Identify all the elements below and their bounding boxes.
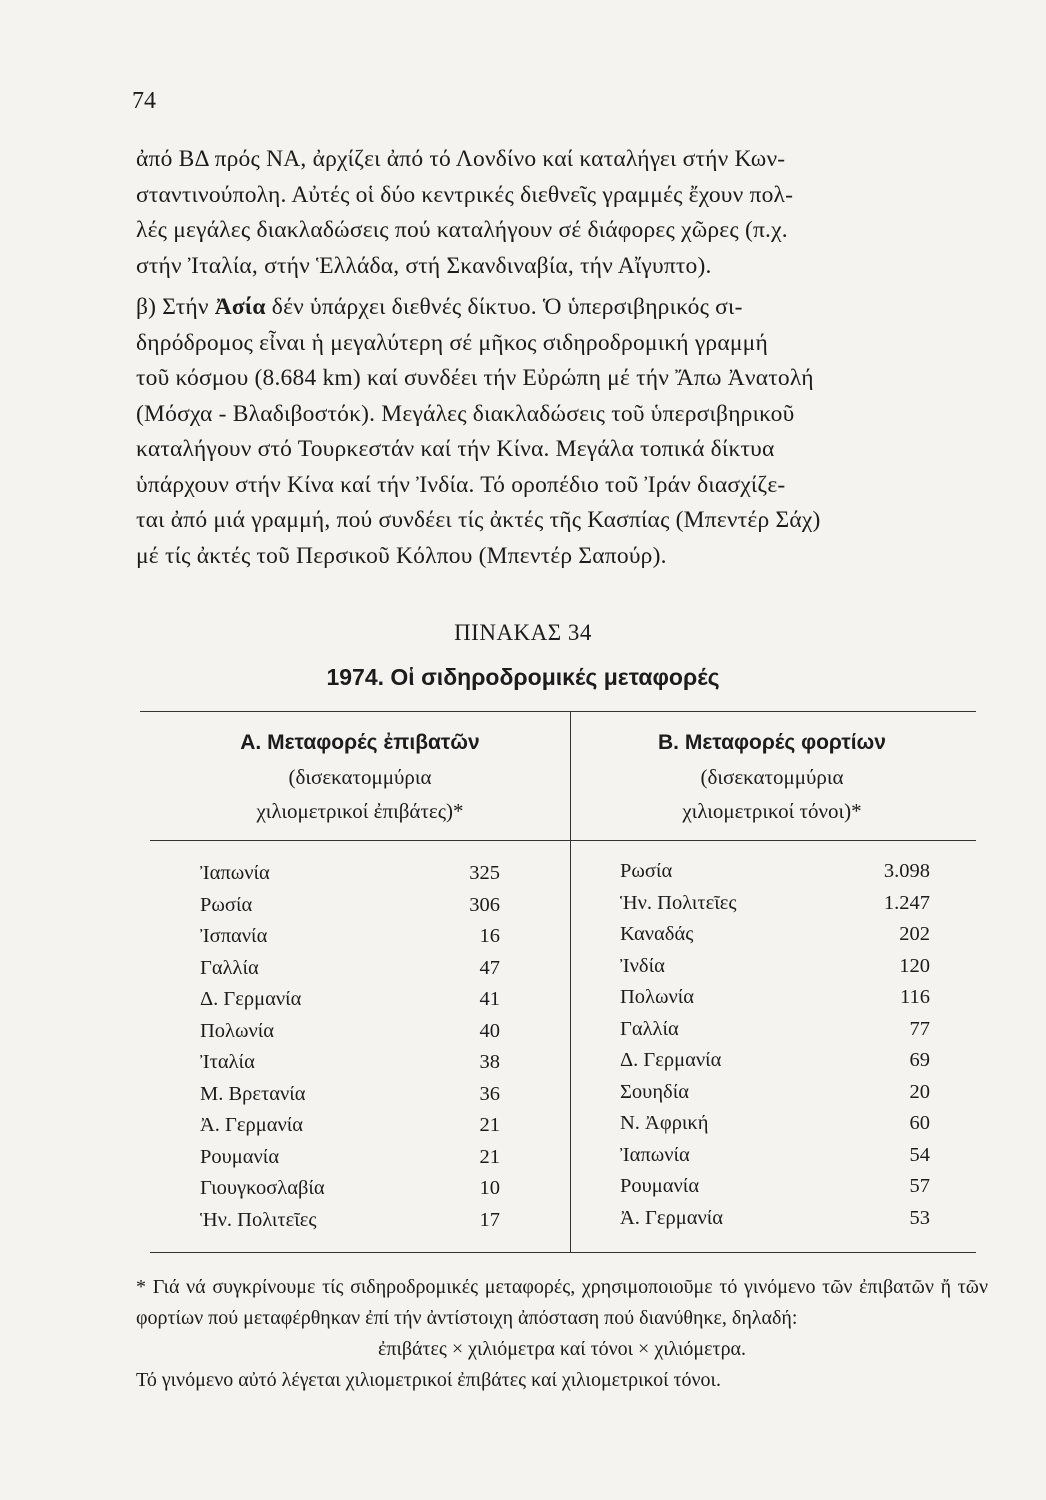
country-name: Σουηδία [620, 1080, 689, 1103]
table-bottom-rule [150, 1252, 976, 1253]
text-line: στήν Ἰταλία, στήν Ἑλλάδα, στή Σκανδιναβία, τήν Αἴγυπτο). [136, 252, 712, 279]
table-subtitle: 1974. Οἱ σιδηροδρομικές μεταφορές [326, 664, 720, 690]
table-row [200, 1020, 520, 1052]
table-row [200, 1209, 520, 1241]
table-row [620, 986, 930, 1018]
country-value: 21 [479, 1114, 500, 1136]
country-name: Ρουμανία [200, 1145, 280, 1168]
country-name: Πολωνία [620, 986, 695, 1008]
table-row [200, 925, 520, 957]
country-name: Ἰνδία [620, 954, 665, 977]
left-header-title: Α. Μεταφορές ἐπιβατῶν [240, 731, 480, 754]
country-name: Ἡν. Πολιτεῖες [200, 1208, 317, 1231]
country-value: 116 [900, 986, 930, 1008]
right-header-title: Β. Μεταφορές φορτίων [658, 731, 886, 754]
country-name: Ἀ. Γερμανία [620, 1206, 724, 1229]
text-line: τοῦ κόσμου (8.684 km) καί συνδέει τήν Εὐρώπη μέ τήν Ἄπω Ἀνατολή [136, 365, 814, 391]
table-row [200, 862, 520, 894]
left-header-line2: (δισεκατομμύρια [288, 765, 432, 789]
country-value: 202 [899, 923, 930, 945]
table-row [620, 1049, 930, 1081]
table-row [620, 1112, 930, 1144]
country-value: 38 [479, 1051, 500, 1073]
table-row [200, 1146, 520, 1178]
country-value: 41 [479, 988, 500, 1010]
table-row [620, 1081, 930, 1113]
country-name: Καναδάς [620, 923, 694, 945]
table-row [200, 1177, 520, 1209]
country-name: Ἡν. Πολιτεῖες [620, 891, 737, 914]
country-name: Γαλλία [620, 1017, 679, 1040]
table-top-rule [140, 711, 976, 712]
footnote [136, 1272, 988, 1396]
country-name: Δ. Γερμανία [200, 988, 302, 1010]
country-value: 40 [479, 1019, 500, 1042]
table-row [620, 892, 930, 924]
country-name: Δ. Γερμανία [620, 1049, 722, 1071]
paragraph-2 [136, 290, 984, 574]
paragraph-2-prefix: β) Στήν [136, 294, 215, 320]
country-name: Ἰαπωνία [200, 862, 270, 884]
country-value: 3.098 [883, 860, 930, 882]
left-column-header [150, 726, 570, 828]
table-row [620, 1018, 930, 1050]
table-row [200, 894, 520, 926]
country-name: Ν. Ἀφρική [620, 1112, 709, 1134]
text-line: λές μεγάλες διακλαδώσεις πού καταλήγουν σέ διάφορες χῶρες (π.χ. [136, 217, 788, 243]
country-value: 10 [479, 1177, 500, 1199]
table-row [200, 1114, 520, 1146]
table-header-rule [150, 840, 976, 841]
paragraph-1 [136, 142, 984, 284]
country-name: Ρουμανία [620, 1175, 700, 1197]
country-value: 17 [479, 1208, 500, 1231]
country-name: Γαλλία [200, 956, 259, 979]
body-text [136, 142, 984, 574]
right-column-header [572, 726, 972, 828]
country-value: 60 [909, 1112, 930, 1134]
country-value: 16 [479, 925, 500, 947]
page-number: 74 [132, 88, 156, 114]
table-row [200, 1051, 520, 1083]
text-line: ὑπάρχουν στήν Κίνα καί τήν Ἰνδία. Τό οροπέδιο τοῦ Ἰράν διασχίζε- [136, 471, 786, 498]
country-value: 325 [469, 862, 500, 884]
table-row [200, 957, 520, 989]
right-header-line2: (δισεκατομμύρια [700, 765, 844, 789]
country-name: Ἰταλία [200, 1051, 255, 1073]
text-line: ται ἀπό μιά γραμμή, πού συνδέει τίς ἀκτές τῆς Κασπίας (Μπεντέρ Σάχ) [136, 507, 821, 533]
table-title: ΠΙΝΑΚΑΣ 34 [454, 620, 592, 645]
country-value: 53 [909, 1206, 930, 1229]
country-value: 54 [909, 1143, 930, 1166]
country-name: Γιουγκοσλαβία [200, 1177, 325, 1199]
table-row [620, 923, 930, 955]
table-row [620, 1207, 930, 1239]
left-table-rows [200, 862, 520, 1240]
footnote-closing: Τό γινόμενο αὐτό λέγεται χιλιομετρικοί ἐπιβάτες καί χιλιομετρικοί τόνοι. [136, 1369, 721, 1391]
table-row [200, 988, 520, 1020]
footnote-text: * Γιά νά συγκρίνουμε τίς σιδηροδρομικές μεταφορές, χρησιμοποιοῦμε τό γινόμενο τῶν ἐπιβατῶν ἤ τῶν φορτίων πού μεταφέρθηκαν ἐπί τήν ἀντίστοιχη ἀπόσταση πού διανύθηκε, δηλαδή: [136, 1276, 988, 1329]
country-value: 69 [909, 1049, 930, 1071]
right-table-rows [620, 860, 930, 1238]
table-column-divider [570, 711, 571, 1253]
table-row [620, 1144, 930, 1176]
country-value: 47 [479, 956, 500, 979]
left-header-line3: χιλιομετρικοί ἐπιβάτες)* [256, 799, 464, 823]
text-line: (Μόσχα - Βλαδιβοστόκ). Μεγάλες διακλαδώσεις τοῦ ὑπερσιβηρικοῦ [136, 400, 795, 427]
right-header-line3: χιλιομετρικοί τόνοι)* [682, 799, 862, 823]
country-name: Πολωνία [200, 1019, 275, 1042]
country-name: Ἰαπωνία [620, 1143, 690, 1166]
text-line: μέ τίς ἀκτές τοῦ Περσικοῦ Κόλπου (Μπεντέρ Σαπούρ). [136, 542, 667, 569]
country-name: Ἰσπανία [200, 925, 268, 947]
asia-bold-word: Ἀσία [214, 294, 266, 320]
table-row [620, 860, 930, 892]
country-value: 306 [469, 893, 500, 916]
text-line: καταλήγουν στό Τουρκεστάν καί τήν Κίνα. Μεγάλα τοπικά δίκτυα [136, 436, 775, 462]
country-value: 77 [909, 1017, 930, 1040]
country-value: 1.247 [883, 891, 930, 914]
table-row [620, 1175, 930, 1207]
text-line: δέν ὑπάρχει διεθνές δίκτυο. Ὁ ὑπερσιβηρικός σι- [265, 294, 743, 320]
country-value: 120 [899, 954, 930, 977]
table-row [200, 1083, 520, 1115]
text-line: σταντινούπολη. Αὐτές οἱ δύο κεντρικές διεθνεῖς γραμμές ἔχουν πολ- [136, 181, 794, 208]
country-value: 20 [909, 1080, 930, 1103]
country-name: Ρωσία [200, 893, 253, 916]
text-line: ἀπό ΒΔ πρός ΝΑ, ἀρχίζει ἀπό τό Λονδίνο καί καταλήγει στήν Κων- [136, 146, 786, 172]
country-name: Μ. Βρετανία [200, 1082, 306, 1105]
country-value: 57 [909, 1175, 930, 1197]
text-line: δηρόδρομος εἶναι ἡ μεγαλύτερη σέ μῆκος σιδηροδρομική γραμμή [136, 329, 768, 356]
footnote-formula: ἐπιβάτες × χιλιόμετρα καί τόνοι × χιλιόμετρα. [377, 1338, 747, 1360]
country-value: 36 [479, 1082, 500, 1105]
country-value: 21 [479, 1145, 500, 1168]
table-row [620, 955, 930, 987]
country-name: Ἀ. Γερμανία [200, 1114, 304, 1136]
country-name: Ρωσία [620, 860, 673, 882]
